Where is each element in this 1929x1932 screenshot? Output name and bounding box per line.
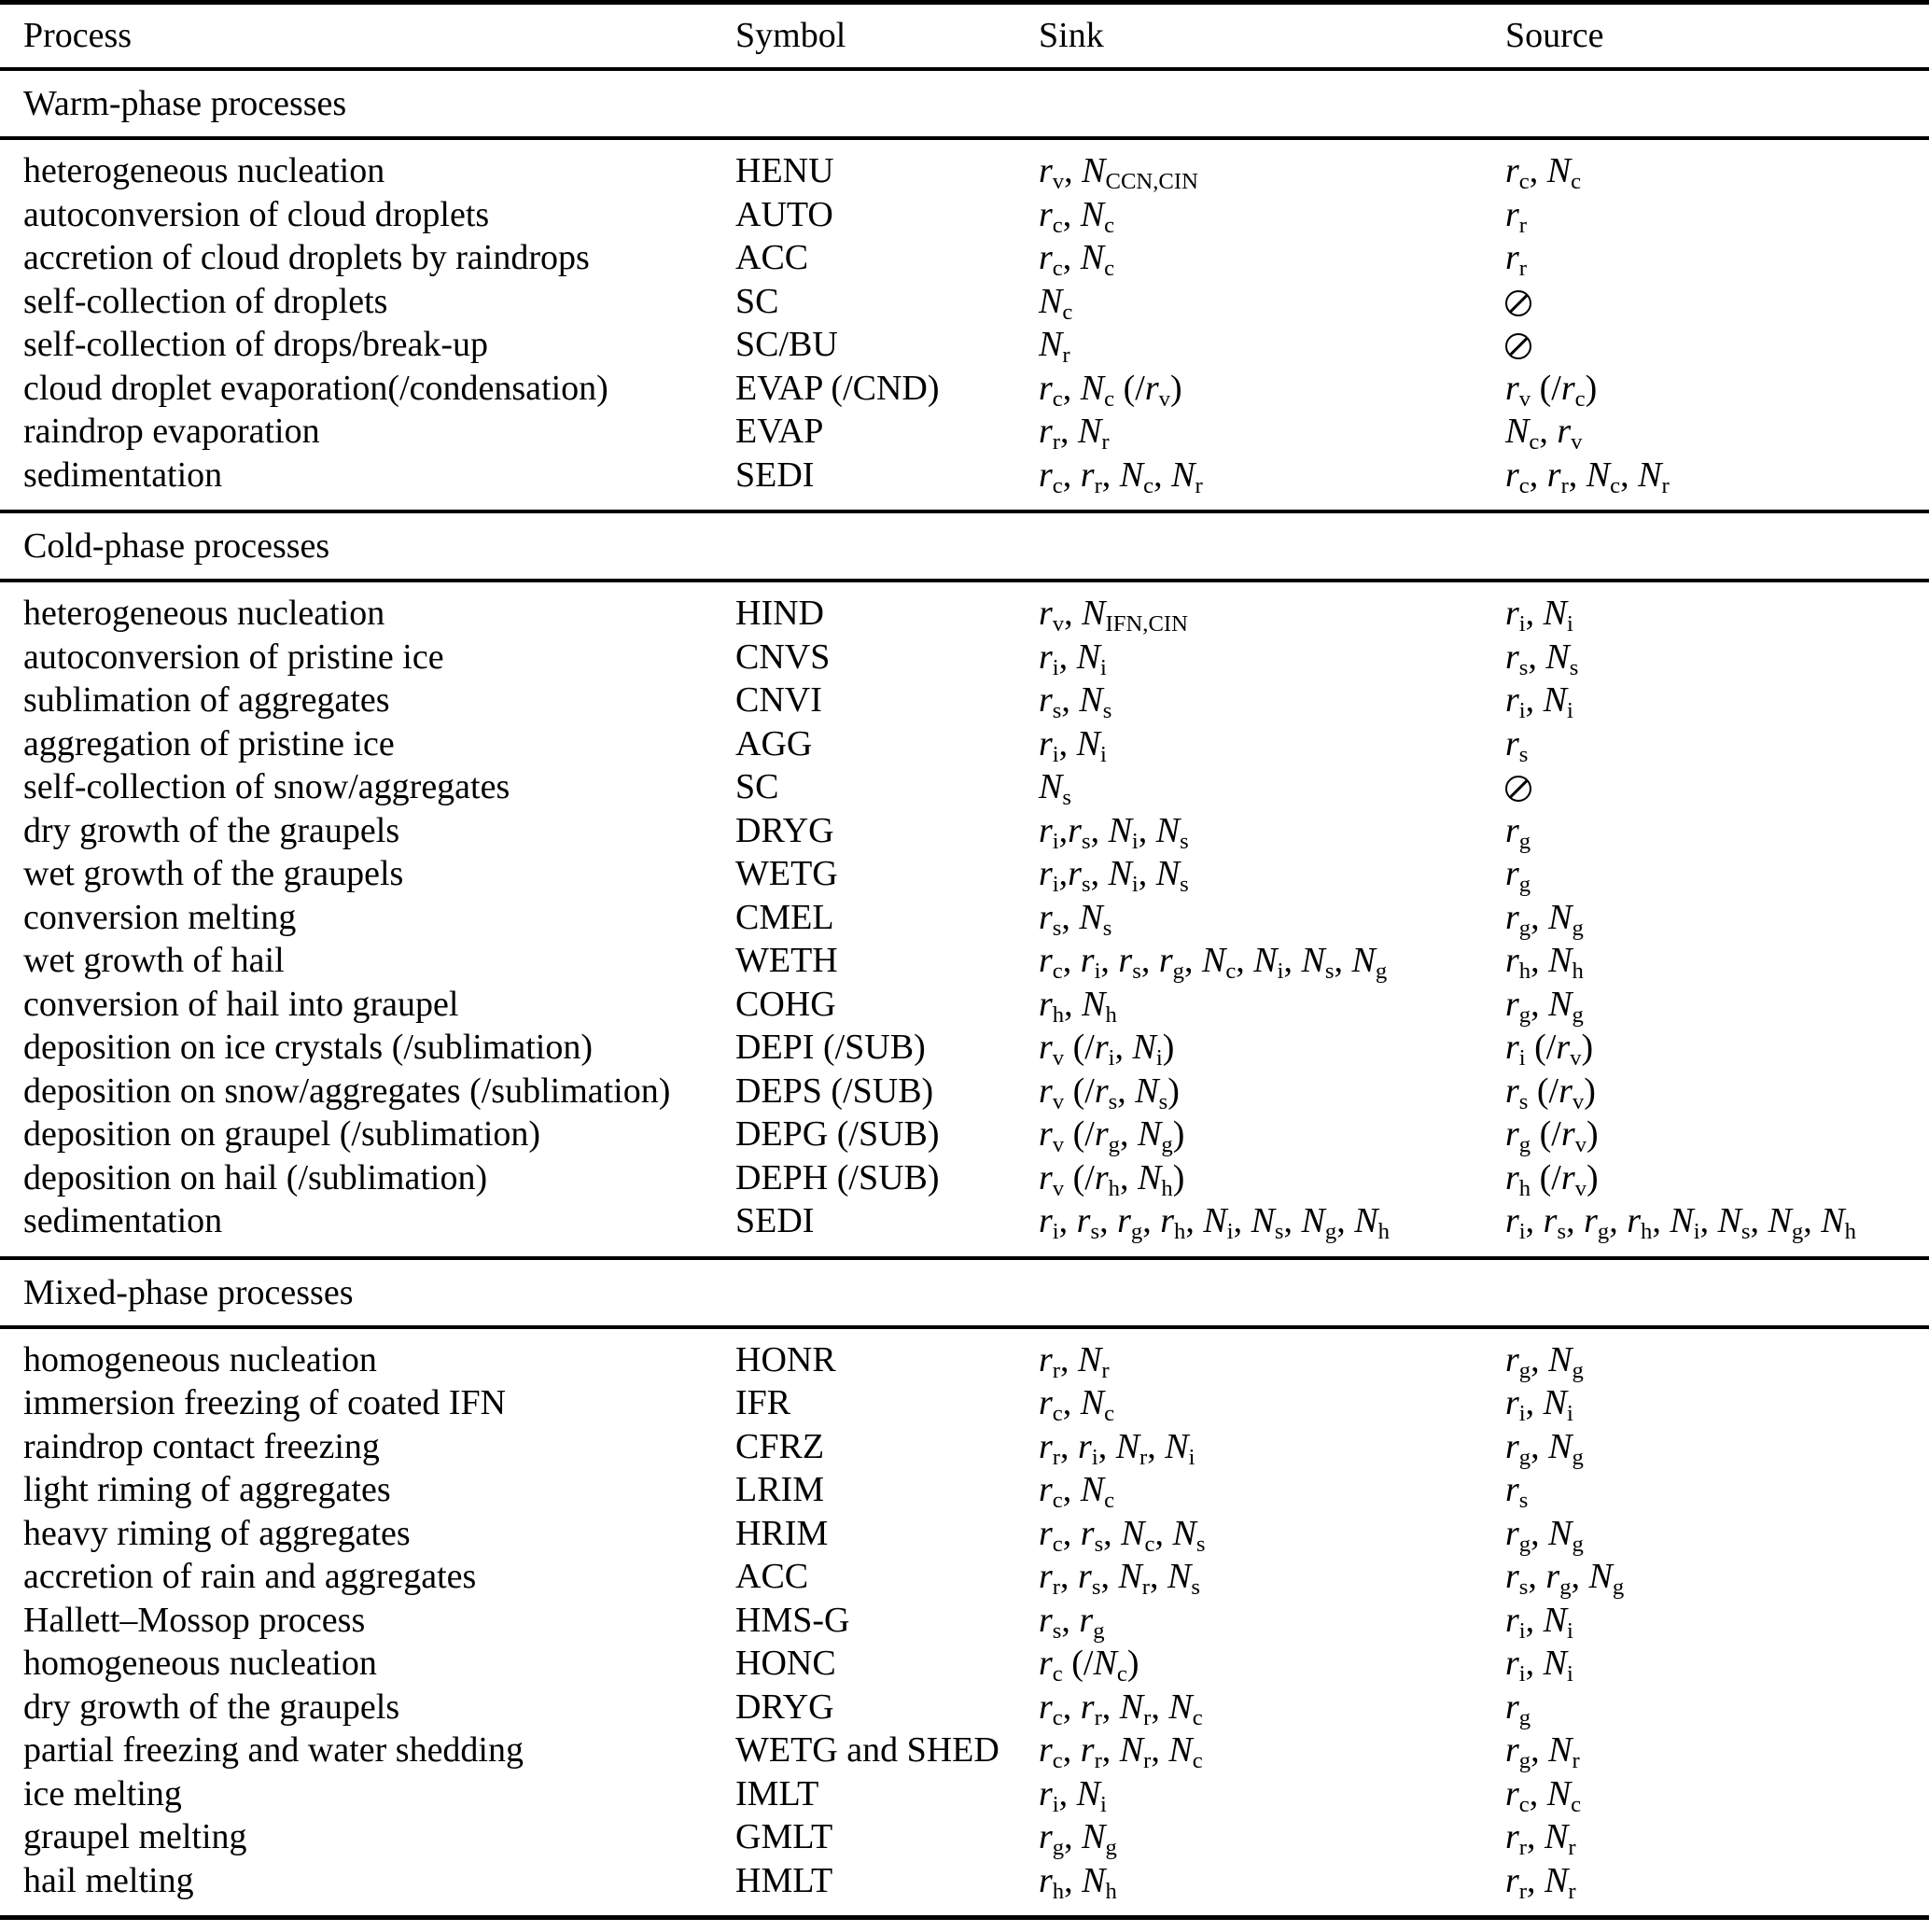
cell-symbol: DEPS (/SUB) — [735, 1071, 934, 1111]
table-row — [0, 592, 1929, 636]
table-row — [0, 323, 1929, 367]
table-row — [0, 983, 1929, 1027]
cell-source: $r_s$, $r_g$, $N_g$ — [1505, 1557, 1625, 1600]
cell-source: $r_i$, $N_i$ — [1505, 680, 1573, 723]
cell-process: deposition on snow/aggregates (/sublimation) — [23, 1071, 671, 1111]
table-row — [0, 1468, 1929, 1512]
table-row — [0, 636, 1929, 679]
cell-source: $N_c$, $r_v$ — [1505, 412, 1583, 455]
table-row — [0, 1729, 1929, 1772]
cell-source: $r_s$, $N_s$ — [1505, 637, 1579, 680]
table-row — [0, 1156, 1929, 1200]
cell-process: heterogeneous nucleation — [23, 594, 385, 633]
cell-process: immersion freezing of coated IFN — [23, 1383, 507, 1422]
cell-source: $r_h$, $N_h$ — [1505, 941, 1584, 984]
cell-process: dry growth of the graupels — [23, 1687, 400, 1727]
cell-sink: $r_r$, $N_r$ — [1039, 412, 1110, 455]
cell-symbol: ACC — [735, 238, 809, 277]
table-row — [0, 1555, 1929, 1599]
table-row — [0, 939, 1929, 983]
cell-symbol: DEPH (/SUB) — [735, 1157, 940, 1197]
column-header-symbol: Symbol — [735, 16, 846, 55]
cell-source: $r_h$ $(/r_v)$ — [1505, 1157, 1599, 1201]
cell-symbol: DEPI (/SUB) — [735, 1028, 926, 1067]
cell-source: $r_i$, $N_i$ — [1505, 594, 1573, 637]
cell-source: $r_r$, $N_r$ — [1505, 1817, 1576, 1860]
cell-symbol: SEDI — [735, 455, 815, 495]
cell-process: raindrop evaporation — [23, 412, 320, 451]
column-header-source: Source — [1505, 16, 1604, 55]
cell-source — [1505, 323, 1929, 367]
section-rows — [0, 140, 1929, 510]
cell-source — [1505, 765, 1929, 809]
cell-process: autoconversion of pristine ice — [23, 637, 444, 677]
cell-symbol: CNVS — [735, 637, 831, 677]
cell-process: sublimation of aggregates — [23, 680, 390, 720]
cell-process: hail melting — [23, 1860, 194, 1900]
cell-sink: $N_s$ — [1039, 767, 1071, 810]
cell-sink: $N_r$ — [1039, 325, 1070, 368]
cell-source: $r_i$, $N_i$ — [1505, 1644, 1573, 1687]
cell-symbol: DEPG (/SUB) — [735, 1114, 940, 1154]
column-header-process: Process — [23, 16, 133, 55]
cell-symbol: CMEL — [735, 897, 834, 937]
cell-process: partial freezing and water shedding — [23, 1730, 524, 1770]
cell-source: $r_g$, $N_g$ — [1505, 984, 1584, 1028]
table-row — [0, 1686, 1929, 1729]
table-row — [0, 1512, 1929, 1556]
cell-symbol: AGG — [735, 723, 813, 763]
table-row — [0, 1642, 1929, 1686]
cell-sink: $r_c$, $N_c$ $(/r_v)$ — [1039, 368, 1182, 412]
cell-sink: $N_c$ — [1039, 281, 1073, 325]
table-row — [0, 236, 1929, 280]
cell-process: homogeneous nucleation — [23, 1339, 377, 1379]
section-rows — [0, 582, 1929, 1256]
cell-symbol: SEDI — [735, 1201, 815, 1240]
cell-sink: $r_s$, $N_s$ — [1039, 680, 1112, 723]
cell-process: graupel melting — [23, 1817, 247, 1856]
cell-sink: $r_i,r_s$, $N_i$, $N_s$ — [1039, 810, 1189, 854]
cell-sink: $r_c$, $N_c$ — [1039, 194, 1115, 238]
cell-sink: $r_c$, $N_c$ — [1039, 238, 1115, 281]
cell-process: dry growth of the graupels — [23, 810, 400, 850]
cell-symbol: LRIM — [735, 1470, 824, 1509]
table-section — [0, 510, 1929, 1256]
cell-sink: $r_g$, $N_g$ — [1039, 1817, 1117, 1860]
table-row — [0, 1113, 1929, 1156]
cell-process: heavy riming of aggregates — [23, 1513, 411, 1553]
table-row — [0, 809, 1929, 853]
cell-symbol: ACC — [735, 1557, 809, 1596]
cell-process: accretion of rain and aggregates — [23, 1557, 477, 1596]
cell-source: $r_r$ — [1505, 194, 1528, 238]
cell-process: raindrop contact freezing — [23, 1426, 380, 1466]
cell-symbol: DRYG — [735, 1687, 834, 1727]
cell-symbol: CNVI — [735, 680, 822, 720]
cell-symbol: DRYG — [735, 810, 834, 850]
section-title-row — [0, 1260, 1929, 1325]
cell-symbol: EVAP — [735, 412, 824, 451]
cell-process: deposition on graupel (/sublimation) — [23, 1114, 541, 1154]
cell-process: accretion of cloud droplets by raindrops — [23, 238, 590, 277]
table-row — [0, 193, 1929, 237]
cell-symbol: COHG — [735, 984, 836, 1024]
empty-set-icon — [1505, 333, 1531, 359]
section-title-row — [0, 71, 1929, 136]
cell-source: $r_g$, $N_g$ — [1505, 1339, 1584, 1383]
cell-symbol: HONR — [735, 1339, 836, 1379]
cell-source: $r_c$, $r_r$, $N_c$, $N_r$ — [1505, 455, 1670, 498]
cell-sink: $r_v$ ($/r_h$, $N_h$) — [1039, 1157, 1185, 1201]
table-row — [0, 896, 1929, 940]
table-row — [0, 1338, 1929, 1382]
cell-sink: $r_v$, $N_{CCN,CIN}$ — [1039, 151, 1198, 194]
cell-source: $r_g$ $(/r_v)$ — [1505, 1114, 1599, 1157]
cell-symbol: WETH — [735, 941, 838, 980]
cell-source: $r_g$ — [1505, 854, 1531, 897]
table-body — [0, 67, 1929, 1915]
cell-sink: $r_h$, $N_h$ — [1039, 1860, 1117, 1904]
cell-sink: $r_c$, $N_c$ — [1039, 1383, 1115, 1426]
cell-process: ice melting — [23, 1773, 182, 1813]
cell-symbol: IMLT — [735, 1773, 819, 1813]
cell-sink: $r_h$, $N_h$ — [1039, 984, 1117, 1028]
cell-sink: $r_v$ ($/r_g$, $N_g$) — [1039, 1114, 1185, 1157]
table-row — [0, 1026, 1929, 1070]
section-title-row — [0, 513, 1929, 579]
cell-source: $r_i$, $r_s$, $r_g$, $r_h$, $N_i$, $N_s$, $N_g$, $N_h$ — [1505, 1201, 1856, 1244]
cell-process: heterogeneous nucleation — [23, 151, 385, 190]
table-row — [0, 280, 1929, 324]
cell-source: $r_g$, $N_g$ — [1505, 897, 1584, 941]
table-section — [0, 67, 1929, 510]
cell-process: Hallett–Mossop process — [23, 1600, 366, 1640]
cell-source: $r_r$ — [1505, 238, 1528, 281]
bottom-rule — [0, 1915, 1929, 1920]
cell-source: $r_g$ — [1505, 1687, 1531, 1730]
cell-source: $r_i$, $N_i$ — [1505, 1383, 1573, 1426]
cell-sink: $r_v$ ($/r_i$, $N_i$) — [1039, 1028, 1175, 1071]
cell-symbol: HIND — [735, 594, 824, 633]
column-header-sink: Sink — [1039, 16, 1104, 55]
cell-symbol: IFR — [735, 1383, 791, 1422]
cell-symbol: HRIM — [735, 1513, 829, 1553]
cell-source — [1505, 280, 1929, 324]
cell-source: $r_g$, $N_r$ — [1505, 1730, 1580, 1773]
empty-set-icon — [1505, 290, 1531, 316]
cell-sink: $r_i$, $N_i$ — [1039, 1773, 1107, 1817]
cell-process: aggregation of pristine ice — [23, 723, 395, 763]
cell-symbol: CFRZ — [735, 1426, 825, 1466]
cell-sink: $r_i,r_s$, $N_i$, $N_s$ — [1039, 854, 1189, 897]
cell-symbol: WETG — [735, 854, 838, 893]
cell-process: cloud droplet evaporation(/condensation) — [23, 368, 608, 408]
cell-symbol: SC/BU — [735, 325, 838, 364]
cell-process: wet growth of hail — [23, 941, 285, 980]
cell-sink: $r_i$, $r_s$, $r_g$, $r_h$, $N_i$, $N_s$, $N_g$, $N_h$ — [1039, 1201, 1390, 1244]
cell-symbol: EVAP (/CND) — [735, 368, 940, 408]
cell-process: homogeneous nucleation — [23, 1644, 377, 1683]
cell-sink: $r_i$, $N_i$ — [1039, 637, 1107, 680]
cell-sink: $r_v$ ($/r_s$, $N_s$) — [1039, 1071, 1180, 1114]
cell-process: self-collection of snow/aggregates — [23, 767, 510, 806]
cell-source: $r_c$, $N_c$ — [1505, 1773, 1582, 1817]
table-row — [0, 1070, 1929, 1113]
table-row — [0, 722, 1929, 766]
cell-symbol: HMS-G — [735, 1600, 850, 1640]
cell-process: wet growth of the graupels — [23, 854, 404, 893]
cell-sink: $r_c$, $r_i$, $r_s$, $r_g$, $N_c$, $N_i$, $N_s$, $N_g$ — [1039, 941, 1388, 984]
cell-source: $r_c$, $N_c$ — [1505, 151, 1582, 194]
cell-source: $r_s$ — [1505, 723, 1529, 767]
cell-sink: $r_s$, $r_g$ — [1039, 1600, 1105, 1644]
table-row — [0, 679, 1929, 722]
cell-source: $r_v$ $(/r_c)$ — [1505, 368, 1598, 412]
cell-process: sedimentation — [23, 455, 223, 495]
table-row — [0, 410, 1929, 454]
section-title: Warm-phase processes — [23, 84, 347, 123]
table-row — [0, 852, 1929, 896]
cell-sink: $r_c$, $r_r$, $N_r$, $N_c$ — [1039, 1730, 1203, 1773]
cell-source: $r_r$, $N_r$ — [1505, 1860, 1576, 1904]
cell-source: $r_s$ $(/r_v)$ — [1505, 1071, 1596, 1114]
cell-source: $r_i$, $N_i$ — [1505, 1600, 1573, 1644]
cell-symbol: SC — [735, 767, 779, 806]
cell-source: $r_g$ — [1505, 810, 1531, 854]
cell-symbol: AUTO — [735, 194, 833, 234]
cell-process: autoconversion of cloud droplets — [23, 194, 490, 234]
cell-source: $r_s$ — [1505, 1470, 1529, 1513]
cell-process: sedimentation — [23, 1201, 223, 1240]
table-row — [0, 1859, 1929, 1903]
cell-symbol: GMLT — [735, 1817, 833, 1856]
cell-process: conversion melting — [23, 897, 297, 937]
table-row — [0, 1425, 1929, 1469]
cell-symbol: HMLT — [735, 1860, 833, 1900]
table-row — [0, 367, 1929, 411]
cell-symbol: WETG and SHED — [735, 1730, 999, 1770]
cell-process: deposition on ice crystals (/sublimation) — [23, 1028, 594, 1067]
section-title: Cold-phase processes — [23, 526, 330, 566]
cell-sink: $r_c$ $(/N_c)$ — [1039, 1644, 1139, 1687]
cell-process: self-collection of droplets — [23, 281, 388, 321]
empty-set-icon — [1505, 776, 1531, 802]
cell-source: $r_g$, $N_g$ — [1505, 1513, 1584, 1557]
table-row — [0, 1199, 1929, 1243]
cell-sink: $r_c$, $r_s$, $N_c$, $N_s$ — [1039, 1513, 1206, 1557]
cell-process: deposition on hail (/sublimation) — [23, 1157, 488, 1197]
cell-symbol: HONC — [735, 1644, 836, 1683]
section-title: Mixed-phase processes — [23, 1272, 354, 1312]
cell-sink: $r_r$, $r_i$, $N_r$, $N_i$ — [1039, 1426, 1195, 1470]
cell-sink: $r_c$, $r_r$, $N_r$, $N_c$ — [1039, 1687, 1203, 1730]
cell-sink: $r_c$, $r_r$, $N_c$, $N_r$ — [1039, 455, 1203, 498]
cell-sink: $r_v$, $N_{IFN,CIN}$ — [1039, 594, 1188, 637]
cell-sink: $r_r$, $r_s$, $N_r$, $N_s$ — [1039, 1557, 1200, 1600]
cell-process: conversion of hail into graupel — [23, 984, 459, 1024]
cell-sink: $r_r$, $N_r$ — [1039, 1339, 1110, 1383]
cell-process: self-collection of drops/break-up — [23, 325, 489, 364]
table-section — [0, 1256, 1929, 1916]
table-header — [0, 5, 1929, 67]
table-row — [0, 1815, 1929, 1859]
cell-sink: $r_s$, $N_s$ — [1039, 897, 1112, 941]
cell-process: light riming of aggregates — [23, 1470, 391, 1509]
table-row — [0, 454, 1929, 497]
table-row — [0, 1772, 1929, 1816]
table-row — [0, 149, 1929, 193]
cell-source: $r_g$, $N_g$ — [1505, 1426, 1584, 1470]
table-row — [0, 1381, 1929, 1425]
cell-symbol: SC — [735, 281, 779, 321]
table-row — [0, 1599, 1929, 1643]
cell-sink: $r_c$, $N_c$ — [1039, 1470, 1115, 1513]
table-row — [0, 765, 1929, 809]
section-rows — [0, 1329, 1929, 1916]
cell-symbol: HENU — [735, 151, 834, 190]
cell-source: $r_i$ $(/r_v)$ — [1505, 1028, 1594, 1071]
cell-sink: $r_i$, $N_i$ — [1039, 723, 1107, 767]
